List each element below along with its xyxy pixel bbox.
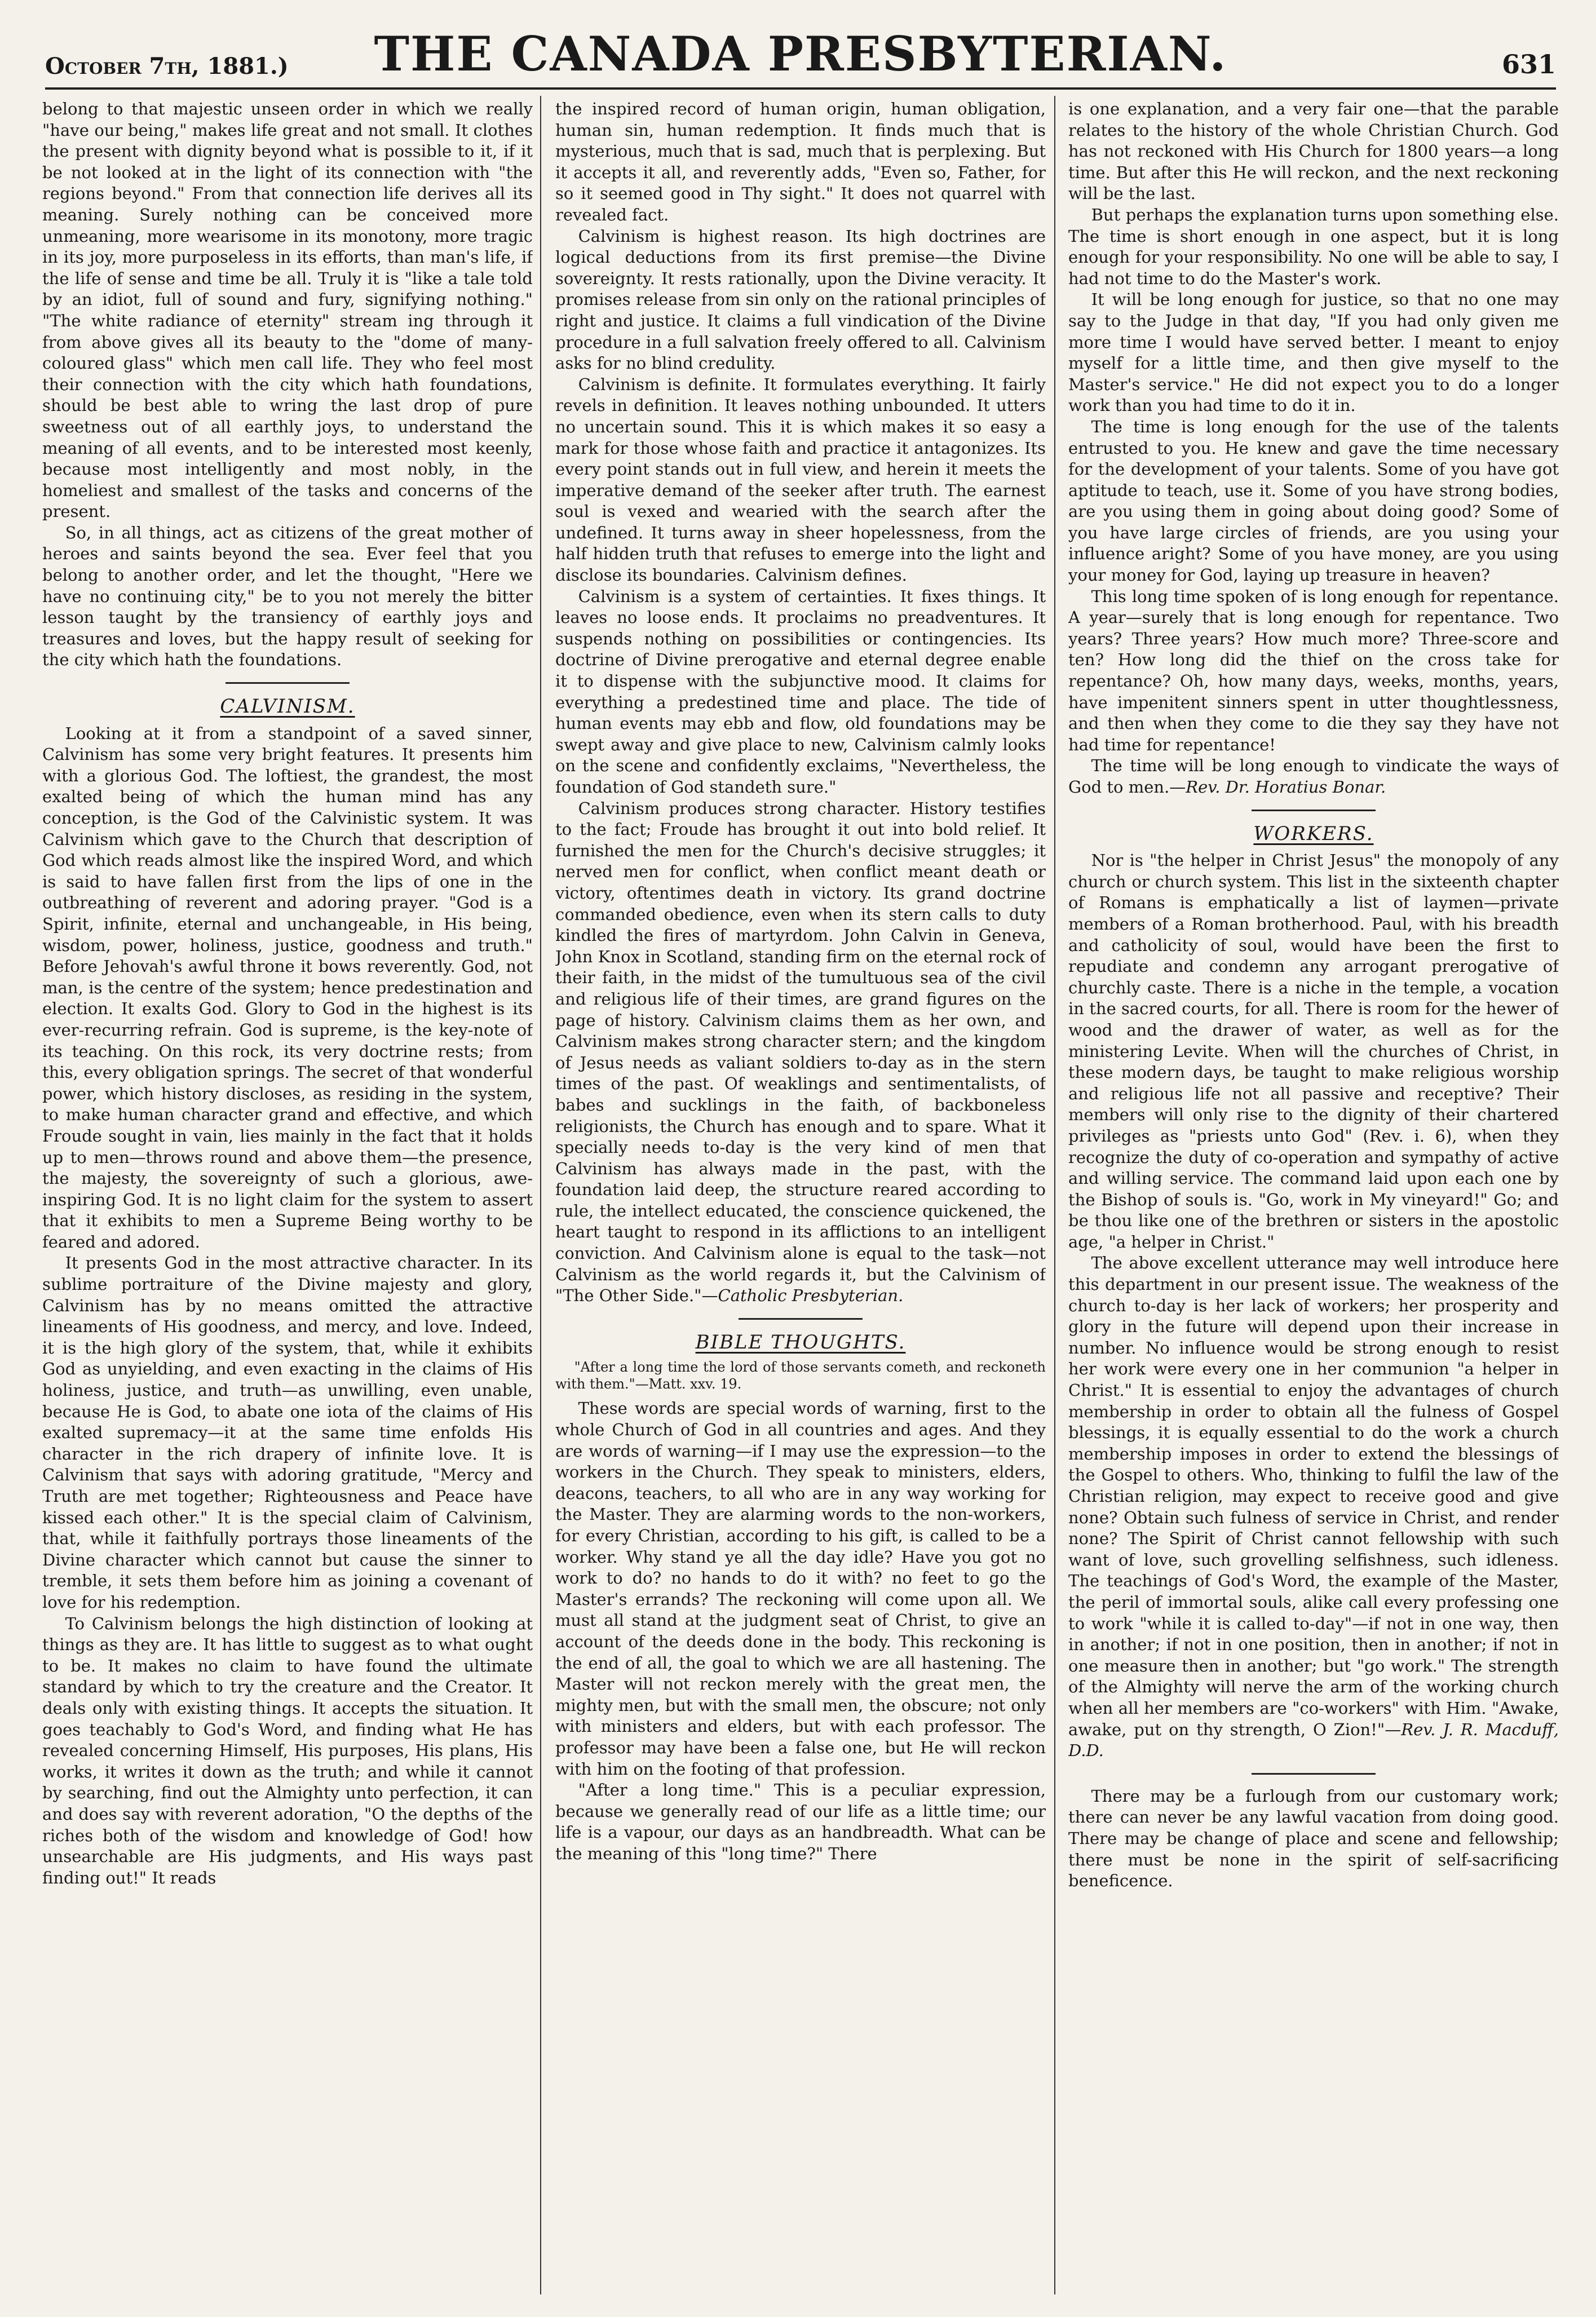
paragraph: The time is long enough for the use of the talents entrusted to you. He knew and gave the time necessary for the development of your talents. Some of you have got aptitude to teach, use it. Some of you have strong bodies, are you using them in going about doing good? Some of you have large circles of friends, are you using your influence aright? Some of you have money, are you using your money for God, laying up treasure in heaven? [1068, 417, 1559, 585]
paragraph: It presents God in the most attractive character. In its sublime portraiture of the Divine majesty and glory, Calvinism has by no means omitted the attractive lineaments of His goodness, and mercy, and love. Indeed, it is the high glory of the system, that, while it exhibits God as unyielding, and even exacting in the claims of His holiness, justice, and truth—as unwilling, even unable, because He is God, to abate one iota of the claims of His exalted supremacy—it at the same time enfolds His character in the rich drapery of infinite love. It is Calvinism that says with adoring gratitude, "Mercy and Truth are met together; Righteousness and Peace have kissed each other." It is the special claim of Calvinism, that, while it faithfully portrays those lineaments of the Divine character which cannot but cause the sinner to tremble, it sets them before him as joining a covenant of love for his redemption. [42, 1253, 533, 1612]
paragraph: These words are special words of warning, first to the whole Church of God in all countries and ages. And they are words of warning—if I may use the expression—to the workers in the Church. They speak to ministers, elders, deacons, teachers, to all who are in any way working for the Master. They are alarming words to the non-workers, for every Christian, according to his gift, is called to be a worker. Why stand ye all the day idle? Have you got no work to do? no hands to do it with? no feet to go the Master's errands? The reckoning will come upon all. We must all stand at the judgment seat of Christ, to give an account of the deeds done in the body. This reckoning is the end of all, the goal to which we are all hastening. The Master will not reckon merely with the great men, the mighty men, but with the small men, the obscure; not only with ministers and elders, but with each professor. The professor may have been a false one, but He will reckon with him on the footing of that profession. [555, 1399, 1046, 1779]
paragraph: Nor is "the helper in Christ Jesus" the monopoly of any church or church system. This list in the sixteenth chapter of Romans is emphatically a list of laymen—private members of a Roman brotherhood. Paul, with his breadth and catholicity of soul, would have been the first to repudiate and condemn any arrogant prerogative of churchly caste. There is a niche in the temple, a vocation in the sacred courts, for all. There is room for the hewer of wood and the drawer of water, as well as for the ministering Levite. When will the churches of Christ, in these modern days, be taught to make religious worship and religious life not all passive and receptive? Their members will only rise to the dignity of their chartered privileges as "priests unto God" (Rev. i. 6), when they recognize the duty of co-operation and sympathy of active and willing service. The command laid upon each one by the Bishop of souls is. "Go, work in My vineyard!" Go; and be thou like one of the brethren or sisters in the apostolic age, "a helper in Christ." [1068, 851, 1559, 1252]
paragraph: Looking at it from a standpoint of a saved sinner, Calvinism has some very bright features. It presents him with a glorious God. The loftiest, the grandest, the most exalted being of which the human mind has any conception, is the God of the Calvinistic system. It was Calvinism which gave to the Church that description of God which reads almost like the inspired Word, and which is said to have fallen first from the lips of one in the outbreathing of reverent and adoring prayer. "God is a Spirit, infinite, eternal and unchangeable, in His being, wisdom, power, holiness, justice, goodness and truth." Before Jehovah's awful throne it bows reverently. God, not man, is the centre of the system; hence predestination and election. It exalts God. Glory to God in the highest is its ever-recurring refrain. God is supreme, is the key-note of its teaching. On this rock, its very doctrine rests; from this, every obligation springs. The secret of that wonderful power, which history discloses, as residing in the system, to make human character grand and effective, and which Froude sought in vain, lies mainly in the fact that it holds up to men—throws round and above them—the presence, the majesty, the sovereignty of such a glorious, awe-inspiring God. It is no light claim for the system to assert that it exhibits to men a Supreme Being worthy to be feared and adored. [42, 723, 533, 1252]
paragraph: But perhaps the explanation turns upon something else. The time is short enough in one aspect, but it is long enough for your responsibility. No one will be able to say, I had not time to do the Master's work. [1068, 205, 1559, 288]
paragraph [1068, 755, 1559, 798]
column-rule [1054, 96, 1055, 2294]
epigraph: "After a long time the lord of those servants cometh, and reckoneth with them."—Matt. xxv. 19. [555, 1359, 1046, 1392]
column-3 [1068, 99, 1559, 2292]
paragraph: Calvinism is a system of certainties. It fixes things. It leaves no loose ends. It proclaims no preadventures. It suspends nothing on possibilities or contingencies. Its doctrine of Divine prerogative and eternal degree enable it to dispense with the subjunctive mood. It claims for everything a predestined time and place. The tide of human events may ebb and flow, old foundations may be swept away and give place to new, Calvinism calmly looks on the scene and confidently exclaims, "Nevertheless, the foundation of God standeth sure." [555, 586, 1046, 797]
paragraph: "After a long time." This is a peculiar expression, because we generally read of our life as a little time; our life is a vapour, our days as an handbreadth. What can be the meaning of this "long time?" There [555, 1780, 1046, 1863]
attribution: —Rev. Dr. Horatius Bonar. [1169, 777, 1386, 797]
paragraph: This long time spoken of is long enough for repentance. A year—surely that is long enough for repentance. Two years? Three years? How much more? Three-score and ten? How long did the thief on the cross take for repentance? Oh, how many days, weeks, months, years, have impenitent sinners spent in utter thoughtlessness, and then when they come to die they say they have not had time for repentance! [1068, 586, 1559, 754]
paragraph: So, in all things, act as citizens of the great mother of heroes and saints beyond the sea. Ever feel that you belong to another order, and let the thought, "Here we have no continuing city," be to you not merely the bitter lesson taught by the transiency of earthly joys and treasures and loves, but the happy result of seeking for the city which hath the foundations. [42, 523, 533, 670]
section-divider [226, 682, 350, 684]
heading-calvinism: CALVINISM. [220, 695, 355, 718]
paragraph: the inspired record of human origin, human obligation, human sin, human redemption. It finds much that is mysterious, much that is sad, much that is perplexing. But it accepts it all, and reverently adds, "Even so, Father, for so it seemed good in Thy sight." It does not quarrel with revealed fact. [555, 99, 1046, 224]
paragraph-text: The time will be long enough to vindicate the ways of God to men. [1068, 756, 1559, 797]
paragraph: belong to that majestic unseen order in which we really "have our being," makes life great and not small. It clothes the present with dignity beyond what is possible to it, if it be not looked at in the light of its connection with "the regions beyond." From that connection life derives all its meaning. Surely nothing can be conceived more unmeaning, more wearisome in its monotony, more tragic in its joy, more purposeless in its efforts, than man's life, if the life of sense and time be all. Truly it is "like a tale told by an idiot, full of sound and fury, signifying nothing." "The white radiance of eternity" stream ing through it from above gives all its beauty to the "dome of many-coloured glass" which men call life. They who feel most their connection with the city which hath foundations, should be best able to wring the last drop of pure sweetness out of all earthly joys, to understand the meaning of all events, and to be interested most keenly, because most intelligently and most nobly, in the homeliest and smallest of the tasks and concerns of the present. [42, 99, 533, 521]
issue-date: October 7th, 1881.) [45, 53, 289, 79]
column-rule [540, 96, 541, 2294]
paragraph [1068, 1253, 1559, 1761]
paragraph-text: The above excellent utterance may well introduce here this department in our present issue. The weakness of the church to-day is her lack of workers; her prosperity and glory in the future will depend upon their increase in number. No influence would be strong enough to resist her work were every one in her communion "a helper in Christ." It is essential to enjoy the advantages of church membership in order to obtain all the fulness of Gospel blessings, it is equally essential to do the work a church membership imposes in order to extend the blessings of the Gospel to others. Who, thinking to fulfil the law of the Christian religion, may expect to receive good and give none? Obtain such fulness of service in Christ, and render none? The Spirit of Christ cannot fellowship with such want of love, such grovelling selfishness, such idleness. The teachings of God's Word, the example of the Master, the peril of immortal souls, alike call every professing one to work "while it is called to-day"—if not in one way, then in another; if not in one position, then in another; if not in one measure then in another; but "go work." The strength of the Almighty will nerve the arm of the working church when all her members are "co-workers" with Him. "Awake, awake, put on thy strength, O Zion!" [1068, 1253, 1559, 1739]
paragraph: is one explanation, and a very fair one—that the parable relates to the history of the whole Christian Church. God has not reckoned with His Church for 1800 years—a long time. But after this He will reckon, and the next reckoning will be the last. [1068, 99, 1559, 204]
paragraph: To Calvinism belongs the high distinction of looking at things as they are. It has little to suggest as to what ought to be. It makes no claim to have found the ultimate standard by which to try the creature and the Creator. It deals only with existing things. It accepts the situation. It goes teachably to God's Word, and finding what He has revealed concerning Himself, His purposes, His plans, His works, it writes it down as the truth; and while it cannot by searching, find out the Almighty unto perfection, it can and does say with reverent adoration, "O the depths of the riches both of the wisdom and knowledge of God! how unsearchable are His judgments, and His ways past finding out!" It reads [42, 1613, 533, 1887]
section-divider [1252, 1773, 1376, 1775]
masthead [45, 23, 1556, 90]
section-divider [1252, 810, 1376, 811]
attribution: —Rev. J. R. Macduff, D.D. [1068, 1719, 1559, 1761]
paragraph: There may be a furlough from our customary work; there can never be any lawful vacation from doing good. There may be change of place and scene and fellowship; there must be none in the spirit of self-sacrificing beneficence. [1068, 1786, 1559, 1891]
page-number: 631 [1501, 49, 1556, 79]
heading-workers: WORKERS. [1253, 822, 1374, 845]
attribution: —Catholic Presbyterian. [701, 1286, 904, 1306]
section-divider [739, 1318, 863, 1320]
column-2 [555, 99, 1046, 2292]
paragraph: Calvinism is highest reason. Its high doctrines are logical deductions from its first premise—the Divine sovereignty. It rests rationally, upon the Divine veracity. It promises release from sin only on the rational principles of right and justice. It claims a full vindication of the Divine procedure in a full salvation freely offered to all. Calvinism asks for no blind credulity. [555, 226, 1046, 373]
newspaper-title: THE CANADA PRESBYTERIAN. [374, 26, 1227, 82]
column-1 [42, 99, 533, 2292]
paragraph-text: Calvinism produces strong character. History testifies to the fact; Froude has brought it out into bold relief. It furnished the men for the Church's decisive struggles; it nerved men for conflict, when conflict meant death or victory, oftentimes death in victory. Its grand doctrine commanded obedience, even when its stern calls to duty kindled the fires of martyrdom. John Calvin in Geneva, John Knox in Scotland, standing firm on the eternal rock of their faith, in the midst of the tumultuous sea of the civil and religious life of their times, are grand figures on the page of history. Calvinism claims them as her own, and Calvinism makes strong character stern; and the kingdom of Jesus needs as valiant soldiers to-day as in the stern times of the past. Of weaklings and sentimentalists, of babes and sucklings in the faith, of backboneless religionists, the Church has enough and to spare. What it specially needs to-day is the very kind of men that Calvinism has always made in the past, with the foundation laid deep, the structure reared according to rule, the intellect educated, the conscience quickened, the heart taught to respond in its afflictions to an intelligent conviction. And Calvinism alone is equal to the task—not Calvinism as the world regards it, but the Calvinism of "The Other Side." [555, 798, 1046, 1306]
paragraph: It will be long enough for justice, so that no one may say to the Judge in that day, "If you had only given me more time I would have served better. I meant to enjoy myself for a little time, and then give myself to the Master's service." He did not expect you to do a longer work than you had time to do it in. [1068, 290, 1559, 415]
paragraph: Calvinism is definite. It formulates everything. It fairly revels in definition. It leaves nothing unbounded. It utters no uncertain sound. This it is which makes it so easy a mark for those whose faith and practice it antagonizes. Its every point stands out in full view, and herein it meets the imperative demand of the seeker after truth. The earnest soul is vexed and wearied with the search after the undefined. It turns away in sheer hopelessness, from the half hidden truth that refuses to emerge into the light and disclose its boundaries. Calvinism defines. [555, 374, 1046, 585]
heading-bible-thoughts: BIBLE THOUGHTS. [695, 1330, 906, 1354]
paragraph [555, 798, 1046, 1307]
